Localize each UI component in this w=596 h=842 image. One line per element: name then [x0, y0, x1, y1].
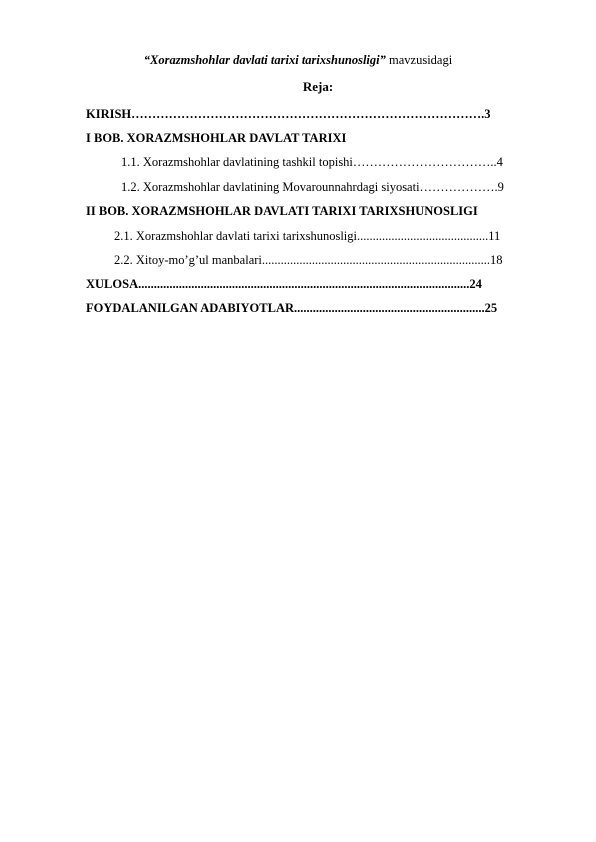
- topic-suffix: mavzusidagi: [385, 53, 453, 67]
- toc-entry-introduction: KIRISH………………………………………………………………………….3: [86, 107, 491, 121]
- toc-entry-references: FOYDALANILGAN ADABIYOTLAR.............................................................25: [86, 301, 498, 315]
- toc-chapter-1: I BOB. XORAZMSHOHLAR DAVLAT TARIXI: [86, 131, 347, 145]
- toc-section-2-1: 2.1. Xorazmshohlar davlati tarixi tarixshunosligi..........................................11: [114, 229, 501, 243]
- toc-entry-conclusion: XULOSA..........................................................................................................24: [86, 277, 482, 291]
- toc-section-1-1: 1.1. Xorazmshohlar davlatining tashkil topishi……………………………..4: [121, 155, 503, 169]
- plan-heading: Reja:: [302, 79, 334, 94]
- toc-chapter-2: II BOB. XORAZMSHOHLAR DAVLATI TARIXI TARIXSHUNOSLIGI: [86, 204, 478, 218]
- toc-section-2-2: 2.2. Xitoy-mo’g’ul manbalari.........................................................................18: [114, 253, 503, 267]
- topic-title: “Xorazmshohlar davlati tarixi tarixshunosligi”: [143, 53, 386, 67]
- toc-section-1-2: 1.2. Xorazmshohlar davlatining Movarounnahrdagi siyosati……………….9: [121, 180, 504, 194]
- document-title: [0, 53, 596, 68]
